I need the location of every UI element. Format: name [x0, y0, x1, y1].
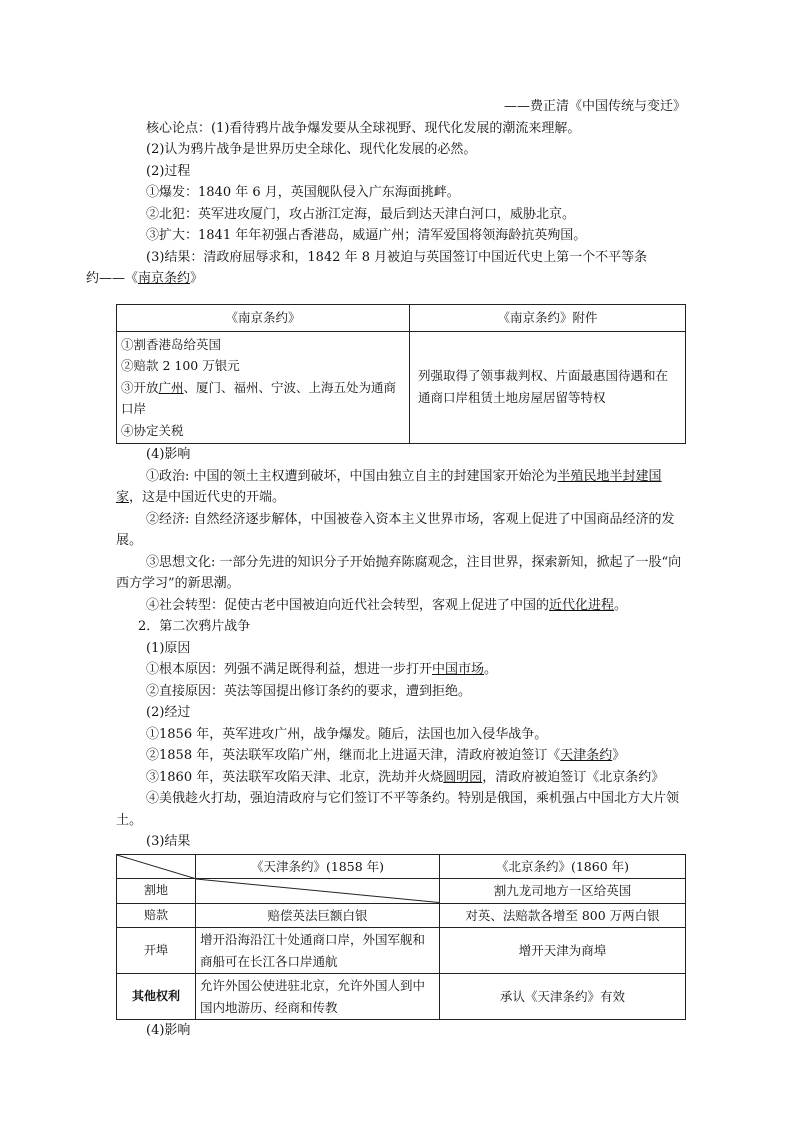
impact-political: ①政治: 中国的领土主权遭到破坏，中国由独立自主的封建国家开始沦为半殖民地半封建国家，这是中国近代史的开端。: [116, 468, 662, 505]
process-result: (3)结果：清政府屈辱求和，1842 年 8 月被迫与英国签订中国近代史上第一个不平等条 约——《南京条约》: [86, 249, 648, 286]
document-page: [86, 96, 686, 1042]
tianjin-other-rights: 允许外国公使进驻北京，允许外国人到中国内地游历、经商和传教: [196, 974, 440, 1020]
beijing-indemnity: 对英、法赔款各增至 800 万两白银: [440, 903, 686, 928]
nanjing-items: ①割香港岛给英国 ②赔款 2 100 万银元 ③开放广州、厦门、福州、宁波、上海五处为通商口岸 ④协定关税: [117, 331, 410, 444]
table-corner-cell: [117, 854, 196, 879]
course-1856: ①1856 年，英军进攻广州，战争爆发。随后，法国也加入侵华战争。: [146, 726, 548, 742]
nanjing-header: 《南京条约》: [117, 304, 410, 331]
result-heading: (3)结果: [146, 834, 191, 849]
process-expand: ③扩大：1841 年年初强占香港岛，威逼广州；清军爱国将领海龄抗英殉国。: [146, 228, 587, 243]
nanjing-annex-header: 《南京条约》附件: [410, 304, 686, 331]
tianjin-ports: 增开沿海沿江十处通商口岸，外国军舰和商船可在长江各口岸通航: [196, 928, 440, 974]
quote-source: ——费正清《中国传统与变迁》: [503, 99, 686, 114]
row-label-cession: 割地: [117, 879, 196, 904]
row-label-other-rights: 其他权利: [117, 974, 196, 1020]
beijing-header: 《北京条约》(1860 年): [440, 854, 686, 879]
course-heading: (2)经过: [146, 705, 191, 720]
process-north: ②北犯：英军进攻厦门，攻占浙江定海，最后到达天津白河口，威胁北京。: [146, 206, 576, 222]
impact-thought: ③思想文化: 一部分先进的知识分子开始抛弃陈腐观念，注目世界，探索新知，掀起了一股“向西方学习”的新思潮。: [116, 554, 682, 591]
course-1860: ③1860 年，英法联军攻陷天津、北京，洗劫并火烧圆明园，清政府被迫签订《北京条约》: [146, 769, 665, 785]
treaty-comparison-table: [116, 854, 686, 1021]
tianjin-indemnity: 赔偿英法巨额白银: [196, 903, 440, 928]
tianjin-cession: [196, 879, 440, 904]
core-point-1: 核心论点：(1)看待鸦片战争爆发要从全球视野、现代化发展的潮流来理解。: [146, 120, 581, 136]
course-us-russia: ④美俄趁火打劫，强迫清政府与它们签订不平等条约。特别是俄国，乘机强占中国北方大片领土。: [116, 791, 680, 828]
cause-direct: ②直接原因：英法等国提出修订条约的要求，遭到拒绝。: [146, 683, 472, 699]
tianjin-header: 《天津条约》(1858 年): [196, 854, 440, 879]
row-label-indemnity: 赔款: [117, 903, 196, 928]
impact-heading: (4)影响: [146, 447, 191, 462]
cause-heading: (1)原因: [146, 640, 191, 656]
cause-root: ①根本原因：列强不满足既得利益，想进一步打开中国市场。: [146, 662, 498, 677]
nanjing-treaty-table: [116, 304, 686, 445]
beijing-other-rights: 承认《天津条约》有效: [440, 974, 686, 1020]
impact-economic: ②经济: 自然经济逐步解体，中国被卷入资本主义世界市场，客观上促进了中国商品经济的发展。: [116, 511, 675, 548]
second-war-impact-heading: (4)影响: [146, 1023, 191, 1038]
nanjing-annex-content: 列强取得了领事裁判权、片面最惠国待遇和在通商口岸租赁土地房屋居留等特权: [410, 331, 686, 444]
row-label-ports: 开埠: [117, 928, 196, 974]
impact-social: ④社会转型：促使古老中国被迫向近代社会转型，客观上促进了中国的近代化进程。: [146, 597, 628, 613]
core-point-2: (2)认为鸦片战争是世界历史全球化、现代化发展的必然。: [146, 142, 477, 157]
process-outbreak: ①爆发：1840 年 6 月，英国舰队侵入广东海面挑衅。: [146, 185, 460, 200]
course-1858: ②1858 年，英法联军攻陷广州，继而北上进逼天津，清政府被迫签订《天津条约》: [146, 748, 626, 763]
process-heading: (2)过程: [146, 163, 191, 179]
beijing-ports: 增开天津为商埠: [440, 928, 686, 974]
beijing-cession: 割九龙司地方一区给英国: [440, 879, 686, 904]
second-war-title: 2．第二次鸦片战争: [138, 619, 251, 634]
